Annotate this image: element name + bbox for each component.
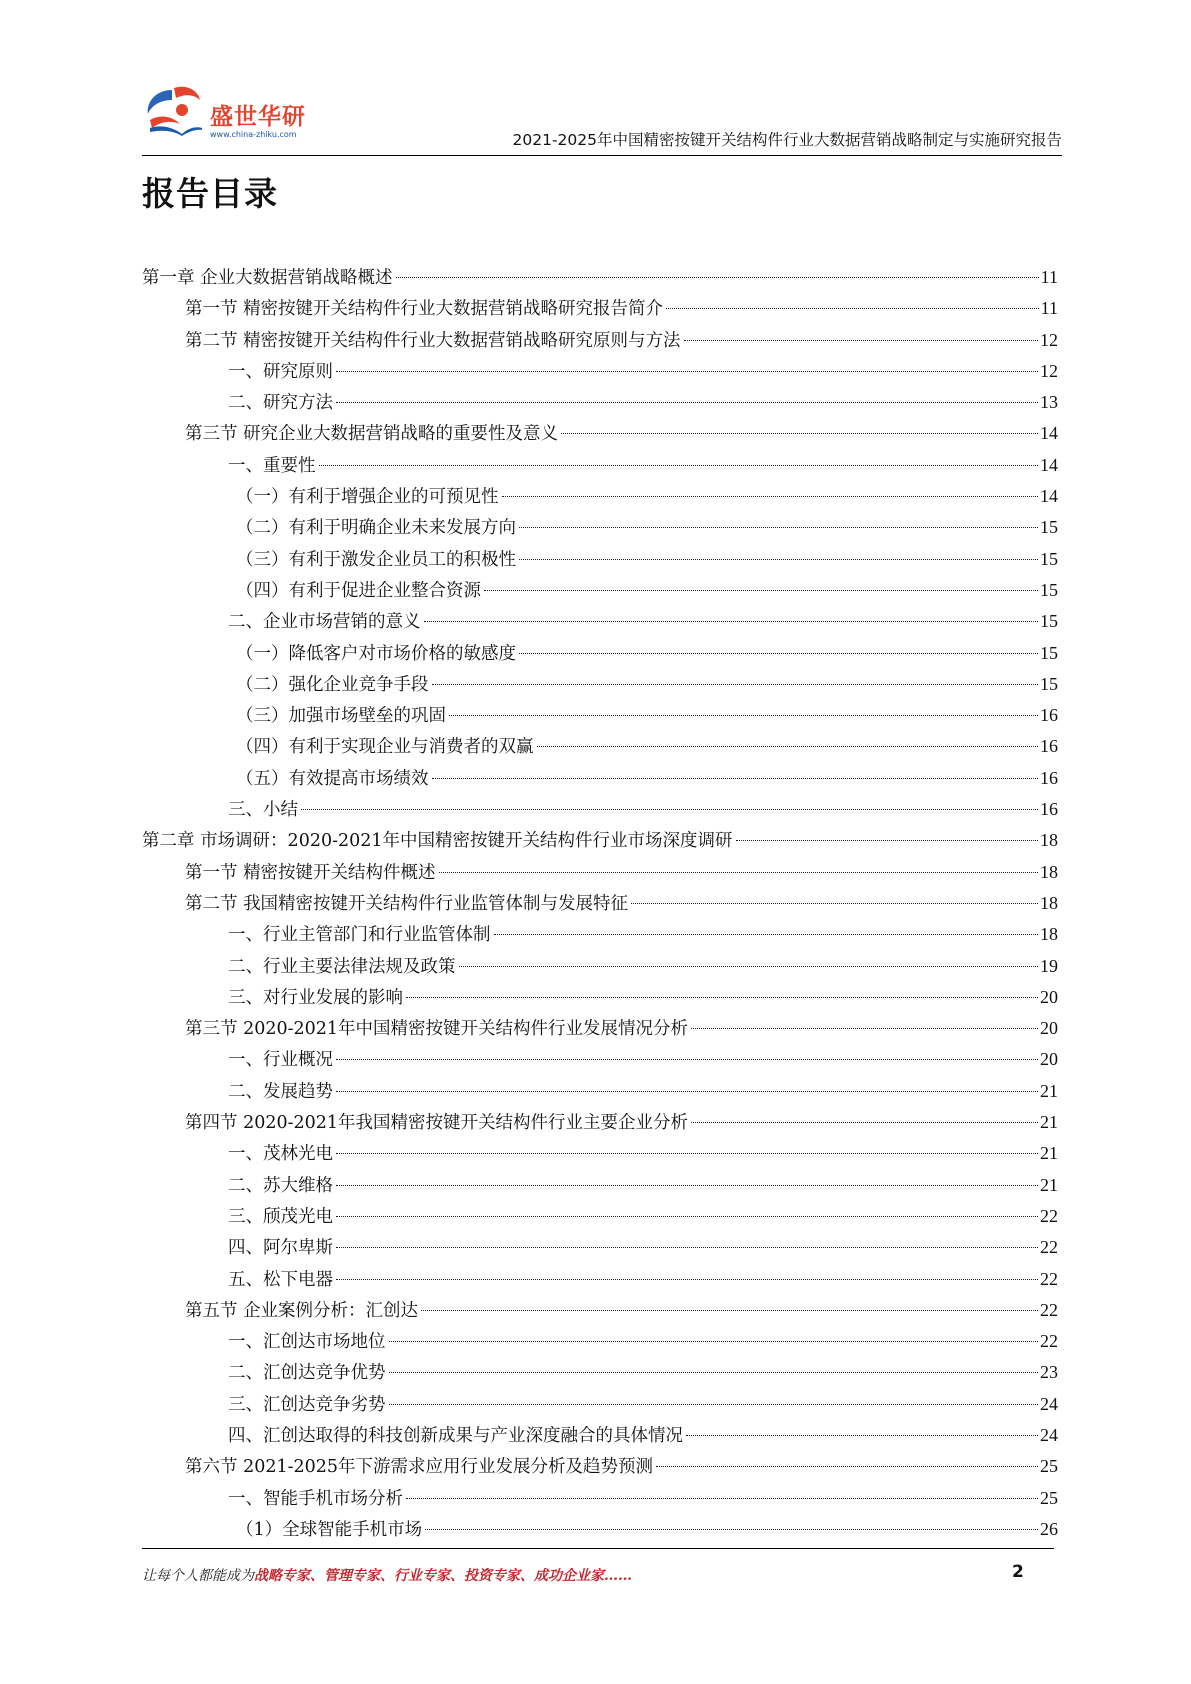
toc-entry-page: 13: [1040, 392, 1058, 413]
toc-entry-page: 19: [1040, 955, 1058, 976]
toc-dot-leader: [459, 966, 1039, 967]
toc-entry-label: （五）有效提高市场绩效: [236, 768, 429, 789]
toc-entry-label: 二、发展趋势: [228, 1081, 333, 1102]
toc-entry-page: 20: [1040, 1049, 1058, 1070]
toc-entry-page: 21: [1040, 1143, 1058, 1164]
toc-dot-leader: [666, 308, 1039, 309]
toc-entry[interactable]: [142, 700, 1058, 731]
toc-entry[interactable]: [142, 1389, 1058, 1420]
toc-entry-label: 二、企业市场营销的意义: [228, 612, 421, 633]
toc-dot-leader: [691, 1122, 1038, 1123]
toc-entry[interactable]: [142, 982, 1058, 1013]
toc-entry-label: 第一节 精密按键开关结构件概述: [185, 862, 436, 883]
toc-entry-page: 22: [1040, 1299, 1058, 1320]
toc-entry-page: 24: [1040, 1424, 1058, 1445]
toc-entry-label: 一、汇创达市场地位: [228, 1332, 386, 1353]
toc-dot-leader: [336, 402, 1038, 403]
toc-dot-leader: [336, 1185, 1038, 1186]
toc-entry-page: 18: [1040, 892, 1058, 913]
toc-entry[interactable]: [142, 450, 1058, 481]
toc-entry-label: 二、研究方法: [228, 393, 333, 414]
toc-dot-leader: [425, 1529, 1038, 1530]
toc-entry[interactable]: [142, 1107, 1058, 1138]
toc-dot-leader: [406, 997, 1038, 998]
toc-entry-page: 22: [1040, 1205, 1058, 1226]
page-header: [142, 78, 1062, 160]
toc-entry-label: 第一章 企业大数据营销战略概述: [142, 268, 393, 288]
toc-dot-leader: [449, 715, 1038, 716]
toc-entry-label: 第三节 研究企业大数据营销战略的重要性及意义: [185, 424, 559, 445]
toc-entry[interactable]: [142, 951, 1058, 982]
toc-entry[interactable]: [142, 262, 1058, 293]
toc-entry[interactable]: [142, 1044, 1058, 1075]
toc-dot-leader: [537, 746, 1039, 747]
toc-entry-label: 三、颀茂光电: [228, 1206, 333, 1227]
toc-entry-page: 15: [1040, 673, 1058, 694]
toc-entry[interactable]: [142, 1295, 1058, 1326]
toc-entry[interactable]: [142, 1264, 1058, 1295]
toc-entry[interactable]: [142, 606, 1058, 637]
toc-entry-page: 20: [1040, 986, 1058, 1007]
page-number: 2: [1012, 1562, 1024, 1582]
table-of-contents: [142, 262, 1058, 1545]
report-title: 2021-2025年中国精密按键开关结构件行业大数据营销战略制定与实施研究报告: [512, 131, 1062, 149]
toc-entry-label: 第六节 2021-2025年下游需求应用行业发展分析及趋势预测: [185, 1457, 654, 1478]
toc-dot-leader: [494, 934, 1039, 935]
toc-entry-label: （四）有利于促进企业整合资源: [236, 580, 481, 601]
toc-entry[interactable]: [142, 512, 1058, 543]
toc-entry[interactable]: [142, 1076, 1058, 1107]
company-logo: [142, 78, 352, 148]
toc-dot-leader: [336, 1279, 1038, 1280]
toc-entry-page: 14: [1040, 486, 1058, 507]
toc-entry-label: 四、汇创达取得的科技创新成果与产业深度融合的具体情况: [228, 1425, 683, 1446]
footer-slogan: [142, 1565, 632, 1585]
toc-entry[interactable]: [142, 669, 1058, 700]
toc-entry-label: 二、汇创达竞争优势: [228, 1363, 386, 1384]
toc-dot-leader: [336, 1153, 1038, 1154]
toc-entry[interactable]: [142, 919, 1058, 950]
toc-entry[interactable]: [142, 888, 1058, 919]
toc-entry[interactable]: [142, 575, 1058, 606]
toc-entry-page: 26: [1040, 1518, 1058, 1539]
toc-entry-label: （四）有利于实现企业与消费者的双赢: [236, 737, 534, 758]
header-divider: [142, 155, 1062, 156]
toc-entry-page: 11: [1040, 298, 1058, 319]
toc-entry[interactable]: [142, 857, 1058, 888]
toc-dot-leader: [424, 621, 1039, 622]
toc-dot-leader: [519, 559, 1038, 560]
toc-entry-label: （二）强化企业竞争手段: [236, 674, 429, 695]
toc-entry-page: 24: [1040, 1393, 1058, 1414]
toc-dot-leader: [396, 277, 1039, 278]
toc-entry-page: 21: [1040, 1112, 1058, 1133]
toc-entry[interactable]: [142, 387, 1058, 418]
toc-entry-page: 22: [1040, 1268, 1058, 1289]
toc-dot-leader: [319, 465, 1039, 466]
toc-entry-label: （1）全球智能手机市场: [236, 1519, 423, 1540]
toc-dot-leader: [432, 778, 1039, 779]
toc-dot-leader: [336, 1216, 1038, 1217]
toc-entry-page: 18: [1040, 861, 1058, 882]
toc-dot-leader: [656, 1466, 1038, 1467]
footer-divider: [142, 1548, 1054, 1549]
toc-entry[interactable]: [142, 731, 1058, 762]
toc-entry-page: 16: [1040, 736, 1058, 757]
logo-name: 盛世华研: [210, 104, 306, 130]
toc-entry[interactable]: [142, 1483, 1058, 1514]
toc-entry-label: 一、重要性: [228, 455, 316, 476]
toc-dot-leader: [502, 496, 1039, 497]
toc-entry-label: 一、行业概况: [228, 1050, 333, 1071]
toc-entry-page: 16: [1040, 799, 1058, 820]
footer-slogan-roles: 战略专家、管理专家、行业专家、投资专家、成功企业家……: [254, 1568, 632, 1584]
toc-dot-leader: [389, 1341, 1039, 1342]
toc-entry[interactable]: [142, 1326, 1058, 1357]
toc-entry[interactable]: [142, 1420, 1058, 1451]
toc-entry-page: 15: [1040, 548, 1058, 569]
toc-entry-label: （三）有利于激发企业员工的积极性: [236, 549, 516, 570]
toc-entry[interactable]: [142, 544, 1058, 575]
toc-entry-page: 22: [1040, 1237, 1058, 1258]
toc-entry[interactable]: [142, 1013, 1058, 1044]
toc-dot-leader: [336, 1247, 1038, 1248]
toc-dot-leader: [336, 1091, 1038, 1092]
toc-entry-page: 14: [1040, 454, 1058, 475]
toc-entry-page: 18: [1040, 830, 1058, 851]
toc-entry[interactable]: [142, 481, 1058, 512]
toc-entry-page: 22: [1040, 1331, 1058, 1352]
toc-dot-leader: [301, 809, 1038, 810]
toc-entry-label: 第一节 精密按键开关结构件行业大数据营销战略研究报告简介: [185, 299, 664, 320]
toc-entry[interactable]: [142, 1138, 1058, 1169]
toc-dot-leader: [389, 1372, 1039, 1373]
toc-entry-page: 11: [1040, 267, 1058, 287]
toc-entry-label: （三）加强市场壁垒的巩固: [236, 706, 446, 727]
toc-entry-label: 一、行业主管部门和行业监管体制: [228, 925, 491, 946]
toc-entry-label: 三、小结: [228, 800, 298, 821]
toc-entry-label: 二、行业主要法律法规及政策: [228, 956, 456, 977]
toc-entry-page: 25: [1040, 1456, 1058, 1477]
toc-dot-leader: [686, 1435, 1038, 1436]
toc-entry-page: 15: [1040, 642, 1058, 663]
toc-entry-page: 23: [1040, 1362, 1058, 1383]
toc-entry-page: 16: [1040, 705, 1058, 726]
toc-entry[interactable]: [142, 325, 1058, 356]
toc-dot-leader: [439, 872, 1038, 873]
logo-emblem-icon: [142, 84, 204, 138]
toc-dot-leader: [432, 684, 1039, 685]
toc-entry-label: 第二章 市场调研：2020-2021年中国精密按键开关结构件行业市场深度调研: [142, 831, 733, 852]
page-title: 报告目录: [142, 174, 278, 213]
toc-dot-leader: [519, 527, 1038, 528]
logo-url: www.china-zhiku.com: [210, 130, 297, 139]
toc-entry-page: 15: [1040, 517, 1058, 538]
toc-entry[interactable]: [142, 356, 1058, 387]
toc-entry[interactable]: [142, 1232, 1058, 1263]
toc-entry-label: 三、对行业发展的影响: [228, 987, 403, 1008]
toc-entry-label: （二）有利于明确企业未来发展方向: [236, 518, 516, 539]
toc-entry-label: 四、阿尔卑斯: [228, 1238, 333, 1259]
toc-entry-label: 第五节 企业案例分析：汇创达: [185, 1300, 419, 1321]
toc-entry[interactable]: [142, 1357, 1058, 1388]
toc-entry-page: 25: [1040, 1487, 1058, 1508]
toc-dot-leader: [389, 1404, 1039, 1405]
toc-entry[interactable]: [142, 293, 1058, 324]
toc-dot-leader: [691, 1028, 1038, 1029]
toc-dot-leader: [736, 840, 1038, 841]
toc-entry-page: 18: [1040, 924, 1058, 945]
toc-entry-page: 21: [1040, 1174, 1058, 1195]
toc-entry-page: 14: [1040, 423, 1058, 444]
toc-dot-leader: [336, 371, 1038, 372]
toc-entry-label: 第二节 精密按键开关结构件行业大数据营销战略研究原则与方法: [185, 330, 681, 351]
toc-dot-leader: [684, 340, 1038, 341]
toc-entry-label: 一、研究原则: [228, 361, 333, 382]
toc-entry-label: 一、智能手机市场分析: [228, 1488, 403, 1509]
toc-entry-label: 一、茂林光电: [228, 1144, 333, 1165]
footer-slogan-prefix: 让每个人都能成为: [142, 1568, 254, 1584]
toc-entry[interactable]: [142, 1451, 1058, 1482]
toc-dot-leader: [421, 1310, 1038, 1311]
toc-entry[interactable]: [142, 418, 1058, 449]
toc-entry-label: 三、汇创达竞争劣势: [228, 1394, 386, 1415]
toc-entry-page: 15: [1040, 579, 1058, 600]
toc-entry-page: 15: [1040, 611, 1058, 632]
toc-entry-page: 20: [1040, 1018, 1058, 1039]
toc-entry-page: 12: [1040, 329, 1058, 350]
toc-dot-leader: [406, 1498, 1038, 1499]
toc-dot-leader: [336, 1059, 1038, 1060]
toc-entry[interactable]: [142, 1201, 1058, 1232]
toc-entry[interactable]: [142, 1514, 1058, 1545]
toc-dot-leader: [631, 903, 1038, 904]
toc-entry-page: 21: [1040, 1080, 1058, 1101]
toc-dot-leader: [519, 653, 1038, 654]
toc-entry-label: 五、松下电器: [228, 1269, 333, 1290]
toc-entry-label: 第二节 我国精密按键开关结构件行业监管体制与发展特征: [185, 893, 629, 914]
toc-entry-label: （一）降低客户对市场价格的敏感度: [236, 643, 516, 664]
toc-entry[interactable]: [142, 763, 1058, 794]
toc-entry[interactable]: [142, 794, 1058, 825]
toc-entry[interactable]: [142, 825, 1058, 856]
toc-dot-leader: [561, 433, 1038, 434]
toc-entry-label: 第三节 2020-2021年中国精密按键开关结构件行业发展情况分析: [185, 1019, 689, 1040]
toc-entry-label: 二、苏大维格: [228, 1175, 333, 1196]
toc-dot-leader: [484, 590, 1038, 591]
toc-entry[interactable]: [142, 1170, 1058, 1201]
toc-entry-label: 第四节 2020-2021年我国精密按键开关结构件行业主要企业分析: [185, 1113, 689, 1134]
toc-entry-page: 12: [1040, 360, 1058, 381]
toc-entry-page: 16: [1040, 767, 1058, 788]
toc-entry[interactable]: [142, 638, 1058, 669]
toc-entry-label: （一）有利于增强企业的可预见性: [236, 487, 499, 508]
